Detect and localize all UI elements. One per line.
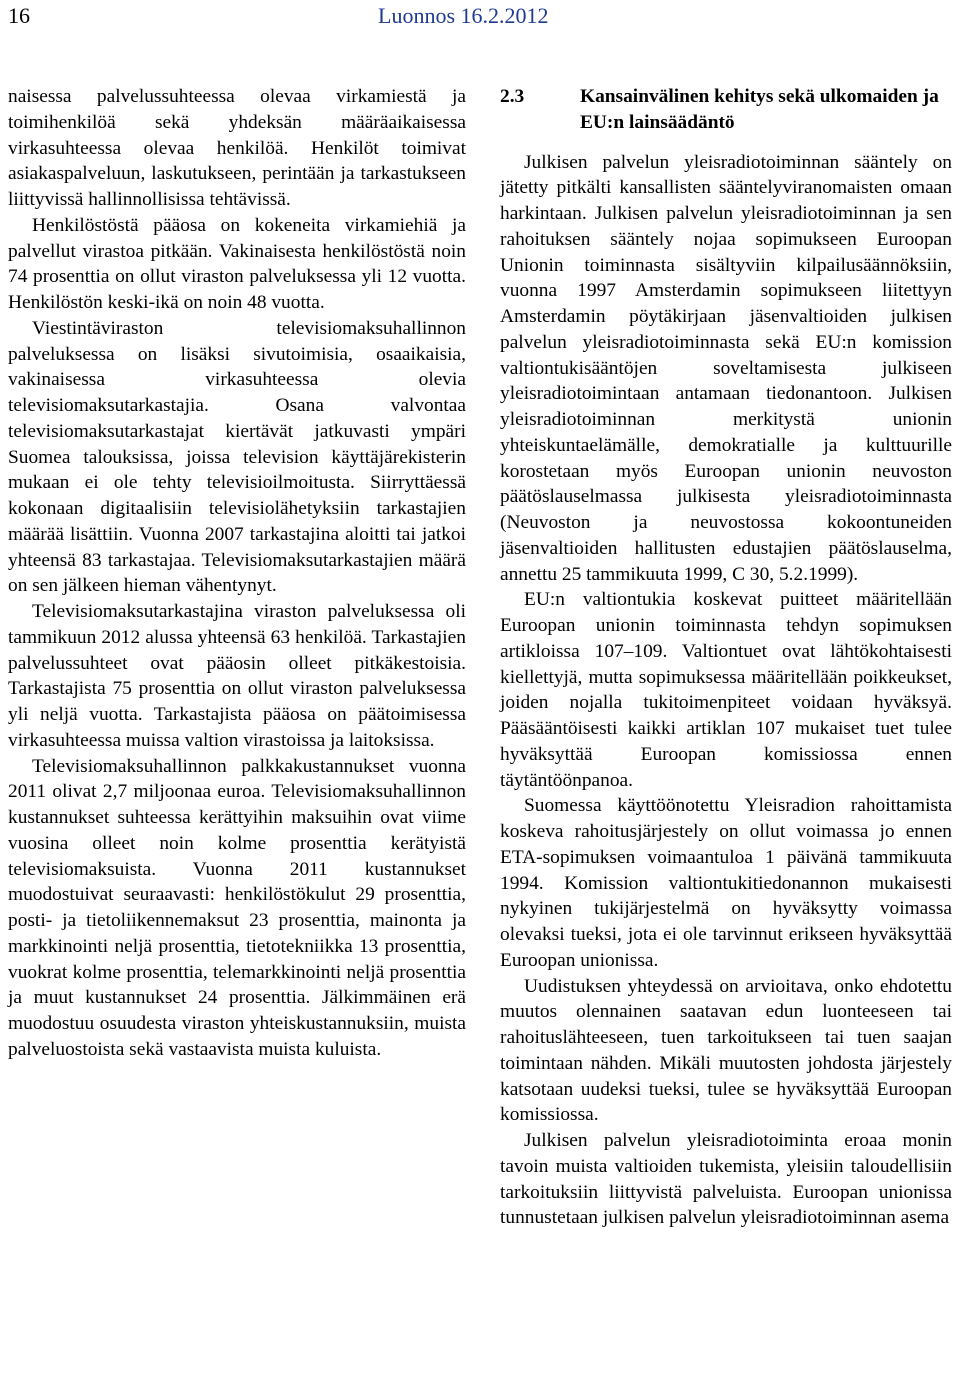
draft-date-header: Luonnos 16.2.2012 (378, 3, 549, 28)
paragraph: Julkisen palvelun yleisradiotoiminnan sääntely on jätetty pitkälti kansallisten sääntelyviranomaisten omaan harkintaan. Julkisen palvelun yleisradiotoiminnan ja sen rahoituksen sääntely nojaa sopimukseen Euroopan Unionin toiminnasta sisältyviin kilpailusäännöksiin, vuonna 1997 Amsterdamin sopimukseen liitettyyn Amsterdamin pöytäkirjaan jäsenvaltioiden julkisen palvelun yleisradiotoiminnasta sekä EU:n komission valtiontukisääntöjen soveltamisesta julkiseen yleisradiotoimintaan antamaan tiedonantoon. Julkisen yleisradiotoiminnan merkitystä unionin yhteiskuntaelämälle, demokratialle ja kulttuurille korostetaan myös Euroopan unionin neuvoston päätöslauselmassa julkisesta yleisradiotoiminnasta (Neuvoston ja neuvostossa kokoontuneiden jäsenvaltioiden hallitusten edustajien päätöslauselma, annettu 25 tammikuuta 1999, C 30, 5.2.1999). (500, 151, 952, 585)
paragraph: Uudistuksen yhteydessä on arvioitava, onko ehdotettu muutos olennainen saatavan edun luonteeseen tai rahoituslähteeseen, tuen tarkoitukseen tai tuen saajan toimintaan nähden. Mikäli muutosten johdosta järjestely katsotaan uudeksi tueksi, tulee se hyväksyttää Euroopan komissiossa. (500, 975, 952, 1126)
page-number: 16 (8, 3, 30, 28)
section-heading (500, 84, 952, 136)
section-number: 2.3 (500, 86, 525, 107)
paragraph: Henkilöstöstä pääosa on kokeneita virkamiehiä ja palvellut virastoa pitkään. Vakinaisesta henkilöstöstä noin 74 prosenttia on ollut viraston palveluksessa yli 12 vuotta. Henkilöstön keski-ikä on noin 48 vuotta. (8, 214, 466, 313)
left-column (8, 84, 466, 1063)
section-title: Kansainvälinen kehitys sekä ulkomaiden ja EU:n lainsäädäntö (580, 86, 939, 133)
paragraph: Suomessa käyttöönotettu Yleisradion rahoittamista koskeva rahoitusjärjestely on ollut voimassa jo ennen ETA-sopimuksen voimaantuloa 1 päivänä tammikuuta 1994. Komission valtiontukitiedonannon mukaisesti nykyinen tukijärjestelmä on hyväksytty voimassa olevaksi tueksi, jota ei ole tarvinnut erikseen hyväksyttää Euroopan unionissa. (500, 795, 952, 971)
paragraph: naisessa palvelussuhteessa olevaa virkamiestä ja toimihenkilöä sekä yhdeksän määräaikaisessa virkasuhteessa olevaa henkilöä. Henkilöt toimivat asiakaspalveluun, laskutukseen, perintään ja tarkastukseen liittyvissä hallinnollisissa tehtävissä. (8, 86, 466, 210)
paragraph: Julkisen palvelun yleisradiotoiminta eroaa monin tavoin muista valtioiden tukemista, yleisiin taloudellisiin tarkoituksiin liittyvistä palveluista. Euroopan unionissa tunnustetaan julkisen palvelun yleisradiotoiminnan asema (500, 1130, 952, 1229)
right-column (500, 84, 952, 1231)
paragraph: Televisiomaksuhallinnon palkkakustannukset vuonna 2011 olivat 2,7 miljoonaa euroa. Televisiomaksuhallinnon kustannukset suhteessa kerättyihin maksuihin ovat viime vuosina olleet noin kolme prosenttia kerätyistä televisiomaksuista. Vuonna 2011 kustannukset muodostuivat seuraavasti: henkilöstökulut 29 prosenttia, posti- ja tietoliikennemaksut 23 prosenttia, mainonta ja markkinointi neljä prosenttia, tietotekniikka 13 prosenttia, vuokrat kolme prosenttia, telemarkkinointi neljä prosenttia ja muut kustannukset 24 prosenttia. Jälkimmäinen erä muodostuu osuudesta viraston yhteiskustannuksiin, muista palveluostoista sekä vastaavista muista kuluista. (8, 755, 466, 1060)
paragraph: Viestintäviraston televisiomaksuhallinnon palveluksessa on lisäksi sivutoimisia, osaaikaisia, vakinaisessa virkasuhteessa olevia televisiomaksutarkastajia. Osana valvontaa televisiomaksutarkastajat kiertävät jatkuvasti ympäri Suomea talouksissa, joissa television käyttäjärekisterin mukaan ei ole tehty televisioilmoitusta. Siirryttäessä kokonaan digitaalisiin televisiolähetyksiin tarkastajien määrää lisättiin. Vuonna 2007 tarkastajina aloitti tai jatkoi yhteensä 83 tarkastajaa. Televisiomaksutarkastajien määrä on sen jälkeen hieman vähentynyt. (8, 317, 466, 597)
section-body (500, 150, 952, 1232)
paragraph: EU:n valtiontukia koskevat puitteet määritellään Euroopan unionin toiminnasta tehdyn sopimuksen artikloissa 107–109. Valtiontuet ovat lähtökohtaisesti kiellettyjä, mutta sopimuksessa määritellään poikkeukset, joiden nojalla tukitoimenpiteet voidaan hyväksyä. Pääsääntöisesti kaikki artiklan 107 mukaiset tuet tulee hyväksyttää Euroopan komissiossa ennen täytäntöönpanoa. (500, 589, 952, 791)
paragraph: Televisiomaksutarkastajina viraston palveluksessa oli tammikuun 2012 alussa yhteensä 63 henkilöä. Tarkastajien palvelussuhteet ovat pääosin olleet pitkäkestoisia. Tarkastajista 75 prosenttia on ollut viraston palveluksessa yli neljä vuotta. Tarkastajista pääosa on päätoimisessa virkasuhteessa muissa valtion virastoissa ja laitoksissa. (8, 601, 466, 751)
